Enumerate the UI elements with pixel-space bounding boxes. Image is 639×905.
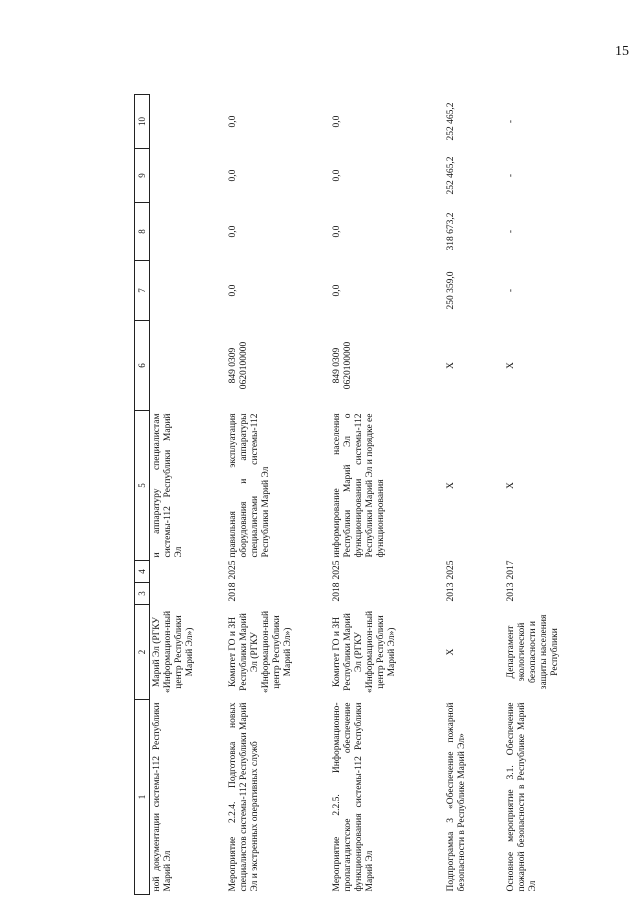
cell-start-year: 2018 <box>228 582 238 602</box>
header-row <box>135 95 150 895</box>
cell-executor: Марий Эл (РГКУ «Информацион-ный центр Республики Марий Эл») <box>152 610 195 694</box>
cell-value-7: 0,0 <box>228 284 238 297</box>
col-header-2: 2 <box>135 605 150 700</box>
cell-budget-code: Х <box>506 362 516 369</box>
cell-value-8 <box>150 203 227 261</box>
cell-budget-code: Х <box>446 362 456 369</box>
cell-result: информирование населения Республики Марий Эл о функционировании системы-112 Республики Марий Эл и порядке ее функционирования <box>332 413 386 558</box>
cell-budget-code <box>150 321 227 411</box>
cell-result: правильная эксплуатация оборудования и аппаратуры специалистами системы-112 Республики Марий Эл <box>228 413 271 558</box>
cell-result: Х <box>446 482 456 489</box>
cell-value-8: - <box>506 229 516 234</box>
table-row <box>150 95 227 895</box>
rotated-table-wrapper <box>134 95 639 895</box>
cell-end-year: 2017 <box>506 560 516 580</box>
col-header-8: 8 <box>135 203 150 261</box>
cell-end-year: 2025 <box>332 560 342 580</box>
cell-executor: Комитет ГО и ЗН Республики Марий Эл (РГКУ «Информацион-ный центр Республики Марий Эл») <box>332 610 397 694</box>
col-header-4: 4 <box>135 561 150 583</box>
cell-value-7: 0,0 <box>332 284 342 297</box>
cell-value-9: 0,0 <box>332 169 342 182</box>
col-header-1: 1 <box>135 700 150 895</box>
cell-value-10: 0,0 <box>332 115 342 128</box>
cell-value-8: 318 673,2 <box>446 212 456 251</box>
program-table <box>134 94 586 895</box>
cell-value-7: 250 359,0 <box>446 271 456 310</box>
page-number: 15 <box>615 44 629 59</box>
cell-end-year: 2025 <box>228 560 238 580</box>
cell-value-8: 0,0 <box>228 225 238 238</box>
cell-activity: Мероприятие 2.2.4. Подготовка новых специалистов системы-112 Республики Марий Эл и экстренных оперативных служб <box>228 702 260 892</box>
cell-value-10: 252 465,2 <box>446 102 456 141</box>
cell-start-year: 2013 <box>506 582 516 602</box>
cell-value-7: - <box>506 288 516 293</box>
col-header-5: 5 <box>135 411 150 561</box>
cell-budget-code: 849 0309 0620100000 <box>332 341 353 390</box>
cell-value-9: - <box>506 173 516 178</box>
cell-start-year <box>150 583 227 605</box>
table-row <box>330 95 444 895</box>
cell-value-8: 0,0 <box>332 225 342 238</box>
cell-executor: Комитет ГО и ЗН Республики Марий Эл (РГКУ «Информацион-ный центр Республики Марий Эл») <box>228 610 293 694</box>
cell-value-10: 0,0 <box>228 115 238 128</box>
col-header-6: 6 <box>135 321 150 411</box>
cell-value-10 <box>150 95 227 149</box>
cell-start-year: 2018 <box>332 582 342 602</box>
col-header-3: 3 <box>135 583 150 605</box>
cell-value-9 <box>150 149 227 203</box>
cell-activity: Основное мероприятие 3.1. Обеспечение пожарной безопасности в Республике Марий Эл <box>506 702 538 892</box>
cell-value-9: 252 465,2 <box>446 156 456 195</box>
table-row <box>504 95 586 895</box>
cell-budget-code: 849 0309 0620100000 <box>228 341 249 390</box>
col-header-9: 9 <box>135 149 150 203</box>
cell-value-10: - <box>506 119 516 124</box>
cell-activity: Подпрограмма 3 «Обеспечение пожарной безопасности в Республике Марий Эл» <box>446 702 467 892</box>
cell-result: и аппаратуру специалистам системы-112 Республики Марий Эл <box>152 413 184 558</box>
cell-executor: Х <box>446 648 456 656</box>
cell-end-year <box>150 561 227 583</box>
cell-end-year: 2025 <box>446 560 456 580</box>
cell-value-9: 0,0 <box>228 169 238 182</box>
cell-result: Х <box>506 482 516 489</box>
cell-executor: Департамент экологической безопасности и защиты населения Республики <box>506 614 560 690</box>
cell-start-year: 2013 <box>446 582 456 602</box>
table-row <box>444 95 504 895</box>
cell-activity: ной документации системы-112 Республики Марий Эл <box>152 702 173 892</box>
col-header-10: 10 <box>135 95 150 149</box>
cell-activity: Мероприятие 2.2.5. Информационно-пропагандистское обеспечение функционирования системы-112 Республики Марий Эл <box>332 702 375 892</box>
cell-value-7 <box>150 261 227 321</box>
col-header-7: 7 <box>135 261 150 321</box>
table-row <box>226 95 330 895</box>
